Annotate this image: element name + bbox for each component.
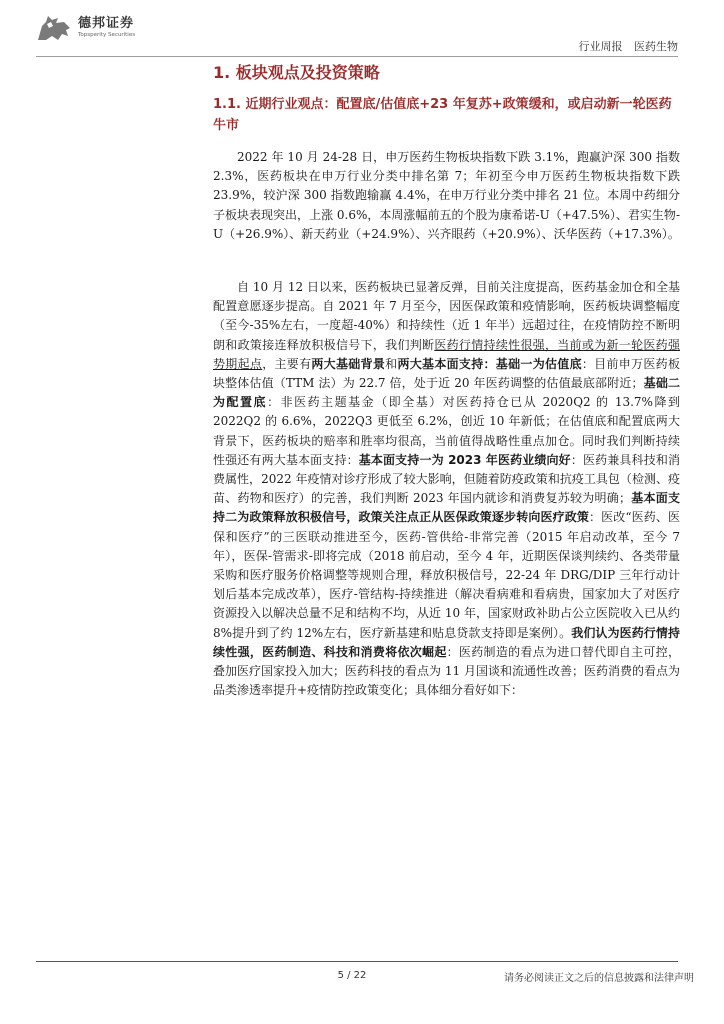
p2-s2: ，主要有	[262, 356, 312, 371]
p2-bold-1: 两大基础背景	[311, 356, 386, 371]
p2-s4: ：目前申万医药板块整体估值（TTM 法）为 22.7 倍，处于近 20 年医药调整的估值最底部附近；	[213, 356, 680, 391]
report-type: 行业周报	[578, 40, 623, 53]
footer-disclaimer: 请务必阅读正文之后的信息披露和法律声明	[504, 973, 694, 984]
page-header	[0, 0, 724, 62]
p2-s8: ：医药制造的看点为进口替代即自主可控，叠加医疗国家投入加大；医药科技的看点为 11 月国谈和流通性改善；医药消费的看点为品类渗透率提升+疫情防控政策变化；具体细分看好如下：	[213, 644, 680, 698]
paragraph1-text: 2022 年 10 月 24-28 日，申万医药生物板块指数下跌 3.1%，跑赢沪深 300 指数 2.3%，医药板块在申万行业分类中排名第 7；年初至今申万医药生物板块指数下跌 23.9%，较沪深 300 指数跑输赢 4.4%，在申万行业分类中排名 21 位。本周中药细分子板块表现突出，上涨 0.6%，本周涨幅前五的个股为康希诺-U（+47.5%）、君实生物-U（+26.9%）、新天药业（+24.9%）、兴齐眼药（+20.9%）、沃华医药（+17.3%）。	[213, 150, 680, 241]
p2-underline-1: 医药行情持续性很强，当前或为新一轮医药强势期起点	[213, 337, 680, 371]
company-logo	[36, 14, 135, 42]
logo-cn-text: 德邦证券	[78, 16, 135, 32]
section-title: 1. 板块观点及投资策略	[213, 63, 380, 82]
lion-logo-icon	[36, 14, 72, 42]
header-meta	[579, 38, 679, 54]
p2-s6: ：医药兼具科技和消费属性，2022 年疫情对诊疗形成了较大影响，但随着防疫政策和抗疫工具包（检测、疫苗、药物和医疗）的完善，我们判断 2023 年国内就诊和消费复苏较为明确；	[213, 452, 680, 506]
p2-s7: ：医改“医药、医保和医疗”的三医联动推进至今，医药-管供给-非常完善（2015 年启动改革，至今 7 年），医保-管需求-即将完成（2018 前启动，至今 4 年，近期医保谈判续约、各类带量采购和医疗服务价格调整等规则合理，释放积极信号，22-24 年 DRG/DIP 三年行动计划后基本完成改革），医疗-管结构-持续推进（解决看病难和看病贵，国家加大了对医疗资源投入以解决总量不足和结构不均，从近 10 年，国家财政补助占公立医院收入已从约 8%提升到了约 12%左右，医疗新基建和贴息贷款支持即是案例）。	[213, 510, 680, 640]
p2-bold-5: 基本面支持二为政策释放积极信号，政策关注点正从医保政策逐步转向医疗政策	[213, 491, 680, 525]
p2-s1: 自 10 月 12 日以来，医药板块已显著反弹，目前关注度提高，医药基金加仓和全基配置意愿逐步提高。自 2021 年 7 月至今，因医保政策和疫情影响，医药板块调整幅度（至今-35%左右，一度超-40%）和持续性（近 1 年半）远超过往，在疫情防控不断明朗和政策接连释放积极信号下，我们判断	[213, 280, 680, 352]
header-divider	[36, 56, 678, 57]
p2-bold-2: 两大基本面支持：基础一为估值底	[397, 356, 582, 371]
paragraph-outlook	[213, 278, 680, 700]
page-number: 5 / 22	[337, 970, 367, 981]
report-sector: 医药生物	[634, 40, 678, 53]
p2-bold-3: 基础二为配置底	[213, 376, 680, 410]
paragraph-weekly-performance	[213, 148, 680, 244]
p2-bold-6: 我们认为医药行情持续性强，医药制造、科技和消费将依次崛起	[213, 625, 680, 659]
p2-s3: 和	[385, 356, 398, 371]
p2-s5: ：非医药主题基金（即全基）对医药持仓已从 2020Q2 的 13.7%降到 2022Q2 的 6.6%，2022Q3 更低至 6.2%，创近 10 年新低；在估值底和配置底两大背景下，医药板块的赔率和胜率均很高，当前值得战略性重点加仓。同时我们判断持续性强还有两大基本面支持：	[213, 395, 680, 467]
logo-en-text: Topsperity Securities	[78, 32, 136, 39]
p2-bold-4: 基本面支持一为 2023 年医药业绩向好	[358, 452, 571, 467]
footer-divider	[36, 961, 678, 962]
subsection-title: 1.1. 近期行业观点：配置底/估值底+23 年复苏+政策缓和，或启动新一轮医药牛市	[213, 97, 672, 133]
